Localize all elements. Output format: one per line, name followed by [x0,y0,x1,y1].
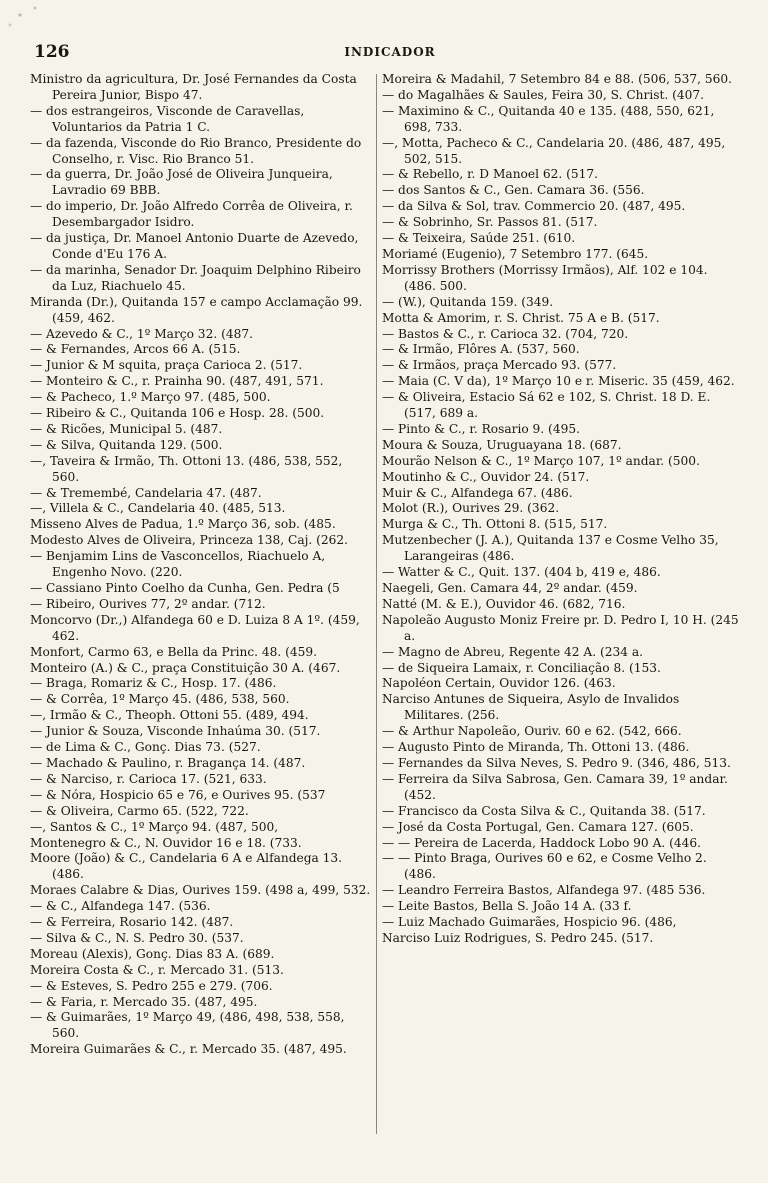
directory-entry: Murga & C., Th. Ottoni 8. (515, 517. [382,517,608,532]
directory-entry: —, Taveira & Irmão, Th. Ottoni 13. (486, 538, 552, 560. [30,453,343,484]
directory-entry: — de Lima & C., Gonç. Dias 73. (527. [30,740,261,755]
right-column [382,72,742,1152]
directory-entry: — & Nóra, Hospicio 65 e 76, e Ourives 95. (537 [30,787,326,802]
directory-entry: Mourão Nelson & C., 1º Março 107, 1º andar. (500. [382,453,700,468]
directory-entry: — Ribeiro & C., Quitanda 106 e Hosp. 28. (500. [30,406,325,421]
directory-entry: — & Oliveira, Carmo 65. (522, 722. [30,803,249,818]
directory-entry: — & Faria, r. Mercado 35. (487, 495. [30,994,258,1009]
directory-entry: — Monteiro & C., r. Prainha 90. (487, 491, 571. [30,374,324,389]
directory-entry: — da Silva & Sol, trav. Commercio 20. (487, 495. [382,199,686,214]
directory-entry: Motta & Amorim, r. S. Christ. 75 A e B. (517. [382,310,660,325]
directory-entry: — & C., Alfandega 147. (536. [30,899,211,914]
directory-entry: Morrissy Brothers (Morrissy Irmãos), Alf. 102 e 104. (486. 500. [382,262,708,293]
directory-entry: Molot (R.), Ourives 29. (362. [382,501,560,516]
directory-entry: Moreau (Alexis), Gonç. Dias 83 A. (689. [30,946,275,961]
directory-entry: — da marinha, Senador Dr. Joaquim Delphino Ribeiro da Luz, Riachuelo 45. [30,262,361,293]
running-head: INDICADOR [344,45,436,59]
directory-entry: — Ferreira da Silva Sabrosa, Gen. Camara 39, 1º andar. (452. [382,771,728,802]
directory-entry: — & Pacheco, 1.º Março 97. (485, 500. [30,390,271,405]
directory-entry: — & Rebello, r. D Manoel 62. (517. [382,167,599,182]
directory-entry: — Junior & M squita, praça Carioca 2. (517. [30,358,303,373]
directory-entry: — & Esteves, S. Pedro 255 e 279. (706. [30,978,273,993]
directory-entry: — da fazenda, Visconde do Rio Branco, Presidente do Conselho, r. Visc. Rio Branco 51. [30,135,362,166]
directory-entry: Natté (M. & E.), Ouvidor 46. (682, 716. [382,596,626,611]
directory-entry: — Bastos & C., r. Carioca 32. (704, 720. [382,326,629,341]
directory-entry: Moncorvo (Dr.,) Alfandega 60 e D. Luiza 8 A 1º. (459, 462. [30,612,360,643]
directory-entry: — Watter & C., Quit. 137. (404 b, 419 e, 486. [382,565,661,580]
directory-entry: Moreira & Madahil, 7 Setembro 84 e 88. (506, 537, 560. [382,72,732,86]
directory-entry: Montenegro & C., N. Ouvidor 16 e 18. (733. [30,835,302,850]
directory-entry: — dos Santos & C., Gen. Camara 36. (556. [382,183,645,198]
directory-entry: — & Silva, Quitanda 129. (500. [30,437,223,452]
directory-entry: — da guerra, Dr. João José de Oliveira Junqueira, Lavradio 69 BBB. [30,167,333,198]
directory-entry: —, Villela & C., Candelaria 40. (485, 513. [30,501,286,516]
directory-entry: — Luiz Machado Guimarães, Hospicio 96. (486, [382,915,677,930]
directory-entry: — Pinto & C., r. Rosario 9. (495. [382,421,580,436]
directory-entry: Moutinho & C., Ouvidor 24. (517. [382,469,590,484]
directory-entry: — Maia (C. V da), 1º Março 10 e r. Miseric. 35 (459, 462. [382,374,735,389]
directory-entry: Moreira Guimarães & C., r. Mercado 35. (487, 495. [30,1042,347,1057]
directory-entry: — Fernandes da Silva Neves, S. Pedro 9. (346, 486, 513. [382,755,731,770]
directory-entry: — do Magalhães & Saules, Feira 30, S. Christ. (407. [382,87,705,102]
directory-entry: — Leite Bastos, Bella S. João 14 A. (33 f. [382,899,632,914]
left-column [30,72,373,1152]
directory-entry: — Augusto Pinto de Miranda, Th. Ottoni 13. (486. [382,740,690,755]
directory-entry: — Silva & C., N. S. Pedro 30. (537. [30,930,244,945]
directory-entry: — — Pereira de Lacerda, Haddock Lobo 90 A. (446. [382,835,702,850]
directory-entry: Napoléon Certain, Ouvidor 126. (463. [382,676,616,691]
directory-entry: — & Irmãos, praça Mercado 93. (577. [382,358,617,373]
directory-columns [30,72,742,1152]
directory-entry: — da justiça, Dr. Manoel Antonio Duarte de Azevedo, Conde d'Eu 176 A. [30,231,359,261]
directory-entry: — Braga, Romariz & C., Hosp. 17. (486. [30,676,277,691]
directory-entry: Mutzenbecher (J. A.), Quitanda 137 e Cosme Velho 35, Larangeiras (486. [382,533,719,564]
directory-entry: —, Motta, Pacheco & C., Candelaria 20. (486, 487, 495, 502, 515. [382,135,726,166]
directory-entry: — & Corrêa, 1º Março 45. (486, 538, 560. [30,692,290,707]
directory-entry: Moraes Calabre & Dias, Ourives 159. (498 a, 499, 532. [30,883,371,898]
directory-entry: —, Santos & C., 1º Março 94. (487, 500, [30,819,279,834]
directory-entry: — Maximino & C., Quitanda 40 e 135. (488, 550, 621, 698, 733. [382,103,715,134]
directory-entry: — José da Costa Portugal, Gen. Camara 127. (605. [382,819,694,834]
directory-entry: Monfort, Carmo 63, e Bella da Princ. 48. (459. [30,644,318,659]
directory-entry: — & Narciso, r. Carioca 17. (521, 633. [30,771,267,786]
directory-entry: — Ribeiro, Ourives 77, 2º andar. (712. [30,596,266,611]
directory-entry: Modesto Alves de Oliveira, Princeza 138, Caj. (262. [30,533,349,548]
directory-entry: Moore (João) & C., Candelaria 6 A e Alfandega 13. (486. [30,851,343,882]
directory-entry: — Azevedo & C., 1º Março 32. (487. [30,326,253,341]
directory-entry: — & Irmão, Flôres A. (537, 560. [382,342,580,357]
directory-entry: — Francisco da Costa Silva & C., Quitanda 38. (517. [382,803,706,818]
directory-entry: —, Irmão & C., Theoph. Ottoni 55. (489, 494. [30,708,309,723]
directory-entry: — & Guimarães, 1º Março 49, (486, 498, 538, 558, 560. [30,1010,345,1041]
directory-entry: — & Sobrinho, Sr. Passos 81. (517. [382,215,598,230]
directory-entry: Ministro da agricultura, Dr. José Fernandes da Costa Pereira Junior, Bispo 47. [30,72,357,102]
directory-entry: — Magno de Abreu, Regente 42 A. (234 a. [382,644,643,659]
directory-entry: — & Teixeira, Saúde 251. (610. [382,231,576,246]
directory-entry: Narciso Luiz Rodrigues, S. Pedro 245. (517. [382,930,654,945]
directory-entry: Muir & C., Alfandega 67. (486. [382,485,573,500]
directory-entry: Miranda (Dr.), Quitanda 157 e campo Acclamação 99. (459, 462. [30,294,363,325]
directory-entry: — Machado & Paulino, r. Bragança 14. (487. [30,755,306,770]
page-number: 126 [34,42,70,62]
directory-entry: — & Fernandes, Arcos 66 A. (515. [30,342,241,357]
print-speckle [0,0,70,40]
directory-entry: — & Ricões, Municipal 5. (487. [30,421,223,436]
directory-entry: — (W.), Quitanda 159. (349. [382,294,554,309]
directory-entry: Monteiro (A.) & C., praça Constituição 30 A. (467. [30,660,341,675]
directory-entry: — do imperio, Dr. João Alfredo Corrêa de Oliveira, r. Desembargador Isidro. [30,199,353,230]
directory-entry: — Cassiano Pinto Coelho da Cunha, Gen. Pedra (5 [30,581,340,595]
directory-entry: — & Arthur Napoleão, Ouriv. 60 e 62. (542, 666. [382,724,682,739]
directory-entry: — dos estrangeiros, Visconde de Caravellas, Voluntarios da Patria 1 C. [30,103,305,134]
directory-entry: — — Pinto Braga, Ourives 60 e 62, e Cosme Velho 2. (486. [382,851,707,882]
directory-entry: Misseno Alves de Padua, 1.º Março 36, sob. (485. [30,517,336,532]
directory-entry: — Benjamim Lins de Vasconcellos, Riachuelo A, Engenho Novo. (220. [30,549,326,580]
directory-entry: Napoleão Augusto Moniz Freire pr. D. Pedro I, 10 H. (245 a. [382,612,739,643]
directory-entry: Narciso Antunes de Siqueira, Asylo de Invalidos Militares. (256. [382,692,680,723]
directory-entry: Moreira Costa & C., r. Mercado 31. (513. [30,962,284,977]
directory-entry: Naegeli, Gen. Camara 44, 2º andar. (459. [382,581,638,595]
directory-entry: — & Ferreira, Rosario 142. (487. [30,915,234,930]
page-header [34,42,746,64]
directory-entry: — & Tremembé, Candelaria 47. (487. [30,485,262,500]
directory-entry: — de Siqueira Lamaix, r. Conciliação 8. (153. [382,660,661,675]
directory-entry: — & Oliveira, Estacio Sá 62 e 102, S. Christ. 18 D. E. (517, 689 a. [382,390,711,421]
directory-entry: Moura & Souza, Uruguayana 18. (687. [382,437,622,452]
directory-entry: — Leandro Ferreira Bastos, Alfandega 97. (485 536. [382,883,706,898]
directory-entry: — Junior & Souza, Visconde Inhaúma 30. (517. [30,724,321,739]
directory-entry: Moriamé (Eugenio), 7 Setembro 177. (645. [382,246,649,261]
